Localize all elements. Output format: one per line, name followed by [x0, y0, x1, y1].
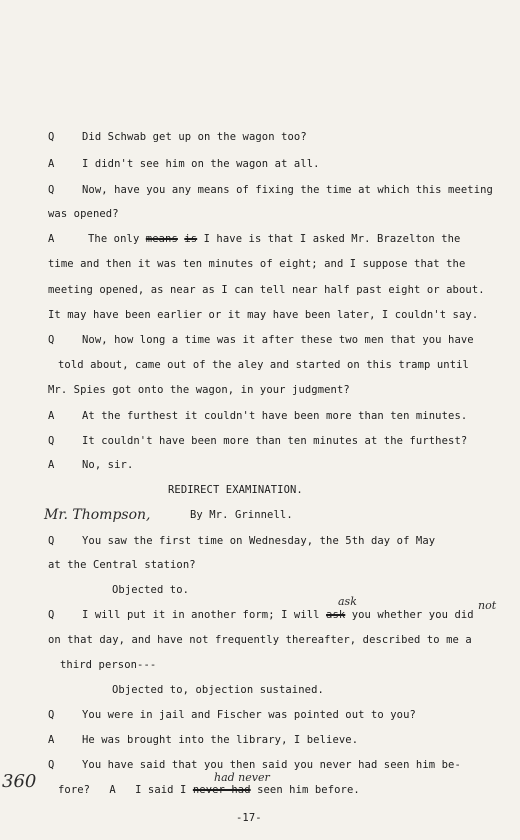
line-label: Q: [48, 131, 55, 143]
text-fragment: I will put it in another form; I will: [82, 609, 320, 621]
line-label: Q: [48, 535, 55, 547]
transcript-line: Did Schwab get up on the wagon too?: [82, 131, 307, 143]
line-label: Q: [48, 609, 55, 621]
text-fragment: seen him before.: [257, 784, 360, 796]
transcript-line: He was brought into the library, I believe.: [82, 734, 359, 746]
objection-line: Objected to.: [112, 584, 190, 596]
transcript-line: [88, 233, 460, 245]
handwritten-speaker-note: Mr. Thompson,: [44, 507, 151, 523]
transcript-line: You have said that you then said you never had seen him be-: [82, 759, 461, 771]
transcript-line: told about, came out of the aley and started on this tramp until: [58, 359, 469, 371]
line-label: A: [48, 158, 55, 170]
transcript-line: at the Central station?: [48, 559, 196, 571]
line-label: Q: [48, 709, 55, 721]
transcript-line: [58, 784, 360, 796]
line-label: A: [48, 410, 55, 422]
transcript-line: meeting opened, as near as I can tell near half past eight or about.: [48, 284, 485, 296]
transcript-line: on that day, and have not frequently thereafter, described to me a: [48, 634, 472, 646]
section-heading: REDIRECT EXAMINATION.: [168, 484, 303, 496]
line-label: Q: [48, 184, 55, 196]
line-label: Q: [48, 334, 55, 346]
handwritten-insert: not: [478, 599, 497, 612]
transcript-line: You were in jail and Fischer was pointed out to you?: [82, 709, 416, 721]
transcript-line: Now, have you any means of fixing the time at which this meeting: [82, 184, 493, 196]
transcript-line: You saw the first time on Wednesday, the 5th day of May: [82, 535, 436, 547]
handwritten-insert: ask: [338, 595, 357, 608]
struck-word: ask: [326, 609, 346, 621]
struck-word: means: [145, 233, 178, 245]
transcript-line: No, sir.: [82, 459, 134, 471]
transcript-line: time and then it was ten minutes of eight; and I suppose that the: [48, 258, 466, 270]
text-fragment: fore?: [58, 784, 91, 796]
struck-word: never had: [192, 784, 251, 796]
transcript-line: It couldn't have been more than ten minutes at the furthest?: [82, 435, 468, 447]
transcript-line: At the furthest it couldn't have been more than ten minutes.: [82, 410, 468, 422]
text-fragment: The only: [88, 233, 140, 245]
transcript-line: Now, how long a time was it after these two men that you have: [82, 334, 474, 346]
objection-line: Objected to, objection sustained.: [112, 684, 324, 696]
examiner-line: By Mr. Grinnell.: [190, 509, 293, 521]
struck-word: is: [184, 233, 198, 245]
transcript-line: It may have been earlier or it may have been later, I couldn't say.: [48, 309, 479, 321]
line-label: A: [48, 734, 55, 746]
line-label: A: [48, 459, 55, 471]
handwritten-insert: had never: [214, 771, 270, 784]
text-fragment: you whether you did: [351, 609, 474, 621]
text-fragment: I have is that I asked Mr. Brazelton the: [203, 233, 461, 245]
line-label: Q: [48, 759, 55, 771]
line-label: A: [48, 233, 55, 245]
transcript-line: was opened?: [48, 208, 119, 220]
text-fragment: I said I: [135, 784, 187, 796]
handwritten-margin-number: 360: [2, 771, 37, 792]
page-number: -17-: [236, 812, 262, 824]
transcript-line: I didn't see him on the wagon at all.: [82, 158, 320, 170]
transcript-line: Mr. Spies got onto the wagon, in your judgment?: [48, 384, 350, 396]
line-label: A: [109, 784, 116, 796]
transcript-line: third person---: [60, 659, 157, 671]
transcript-line: [82, 609, 474, 621]
line-label: Q: [48, 435, 55, 447]
